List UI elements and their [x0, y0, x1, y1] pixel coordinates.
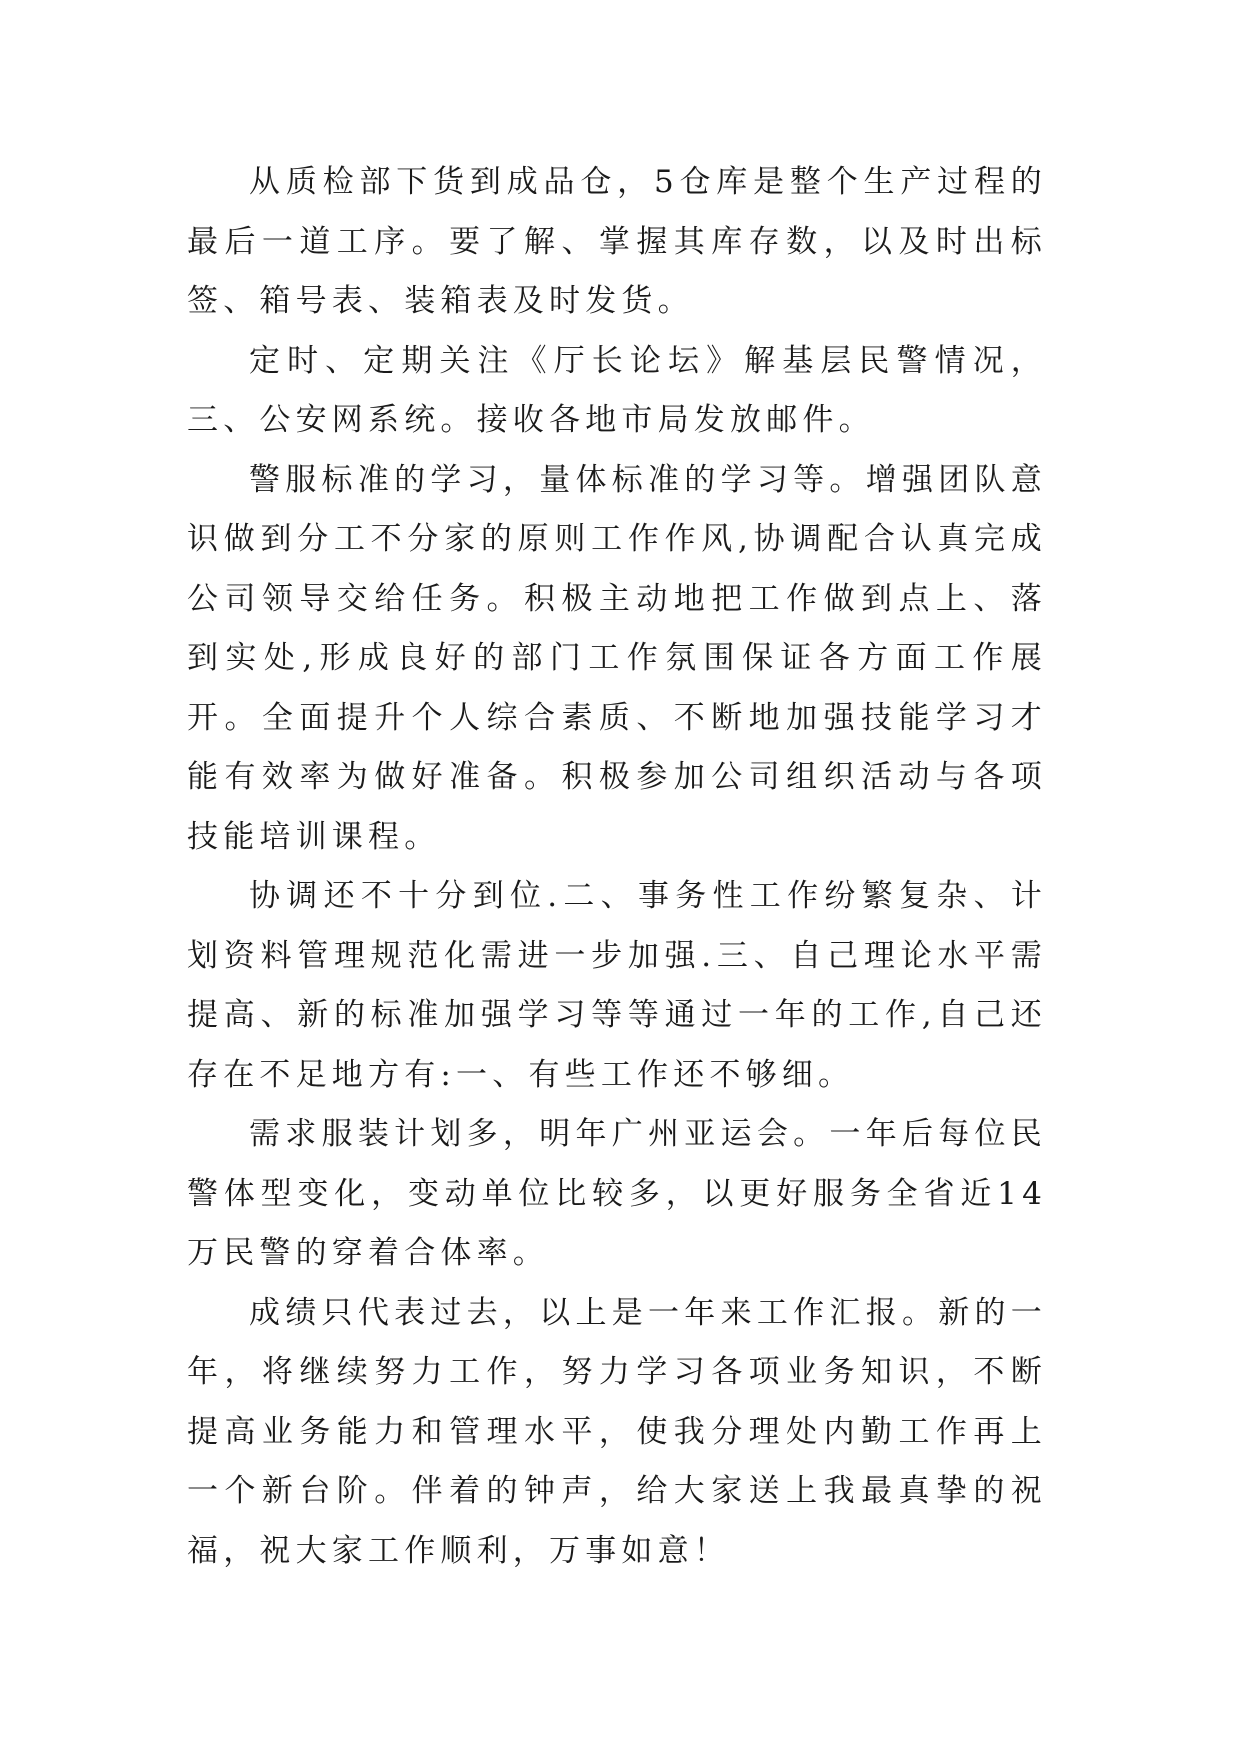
paragraph-uniform-study: 警服标准的学习，量体标准的学习等。增强团队意识做到分工不分家的原则工作作风,协调配合认真完成公司领导交给任务。积极主动地把工作做到点上、落到实处,形成良好的部门工作氛围保证各方面工作展开。全面提升个人综合素质、不断地加强技能学习才能有效率为做好准备。积极参加公司组织活动与各项技能培训课程。 — [187, 461, 1047, 855]
paragraph-closing: 成绩只代表过去，以上是一年来工作汇报。新的一年，将继续努力工作，努力学习各项业务知识，不断提高业务能力和管理水平，使我分理处内勤工作再上一个新台阶。伴着的钟声，给大家送上我最真挚的祝福，祝大家工作顺利，万事如意！ — [187, 1294, 1047, 1569]
paragraph-forum: 定时、定期关注《厅长论坛》解基层民警情况，三、公安网系统。接收各地市局发放邮件。 — [187, 342, 1047, 438]
paragraph-shortcomings: 协调还不十分到位.二、事务性工作纷繁复杂、计划资料管理规范化需进一步加强.三、自己理论水平需提高、新的标准加强学习等等通过一年的工作,自己还存在不足地方有:一、有些工作还不够细。 — [187, 878, 1047, 1093]
document-body — [187, 153, 1047, 1581]
paragraph-clothing-plan: 需求服装计划多，明年广州亚运会。一年后每位民警体型变化，变动单位比较多，以更好服务全省近14万民警的穿着合体率。 — [187, 1116, 1047, 1271]
paragraph-warehouse: 从质检部下货到成品仓，5仓库是整个生产过程的最后一道工序。要了解、掌握其库存数，以及时出标签、箱号表、装箱表及时发货。 — [187, 164, 1047, 319]
